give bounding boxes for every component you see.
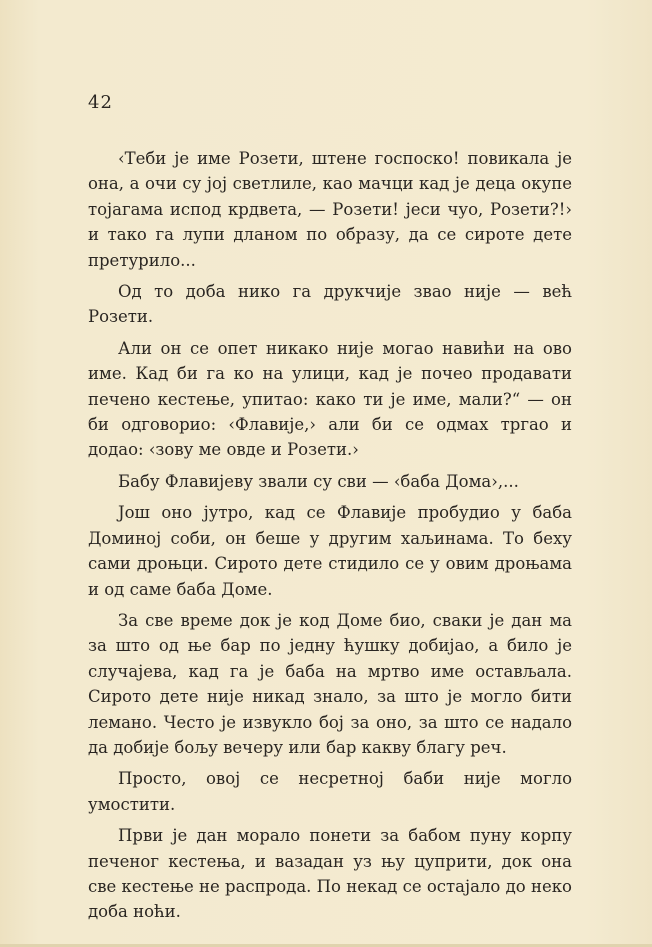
paragraph: Још оно јутро, кад се Флавије пробудио у баба Доминој соби, он беше у другим хаљинама. То беху сами дроњци. Сирото дете стидило се у овим дроњама и од саме баба Доме. xyxy=(88,503,572,599)
paragraph: Од то доба нико га друкчије звао није — већ Розети. xyxy=(88,282,572,327)
paragraph: Али он се опет никако није могао навићи на ово име. Кад би га ко на улици, кад је почео продавати печено кестење, упитао: како ти је име, мали?“ — он би одговорио: ‹Флавије,› али би се одмах тргао и додао: ‹зову ме овде и Розети.› xyxy=(88,338,572,460)
paragraph: Просто, овој се несретној баби није могло умостити. xyxy=(88,769,572,814)
paragraph: ‹Теби је име Розети, штене госпоско! повикала је она, а очи су јој светлиле, као мачци кад је деца окупе тојагама испод крдвета, — Розети! јеси чуо, Розети?!› и тако га лупи дланом по образу, да се сироте дете претурило... xyxy=(88,149,572,270)
paragraph: За све време док је код Доме био, сваки је дан ма за што од ње бар по једну ћушку добијао, а било је случајева, кад га је баба на мртво име остављала. Сирото дете није никад знало, за што је могло бити лемано. Често је извукло бој за оно, за што се надало да добије бољу вечеру или бар какву благу реч. xyxy=(88,610,572,757)
paragraph: Први је дан морало понети за бабом пуну корпу печеног кестења, и вазадан уз њу цуприти, док она све кестење не распрода. По некад се остајало до неко доба ноћи. xyxy=(88,826,572,922)
page-number: 42 xyxy=(88,92,113,113)
paragraph: Бабу Флавијеву звали су сви — ‹баба Дома›,... xyxy=(118,471,519,491)
body-text xyxy=(88,146,572,925)
